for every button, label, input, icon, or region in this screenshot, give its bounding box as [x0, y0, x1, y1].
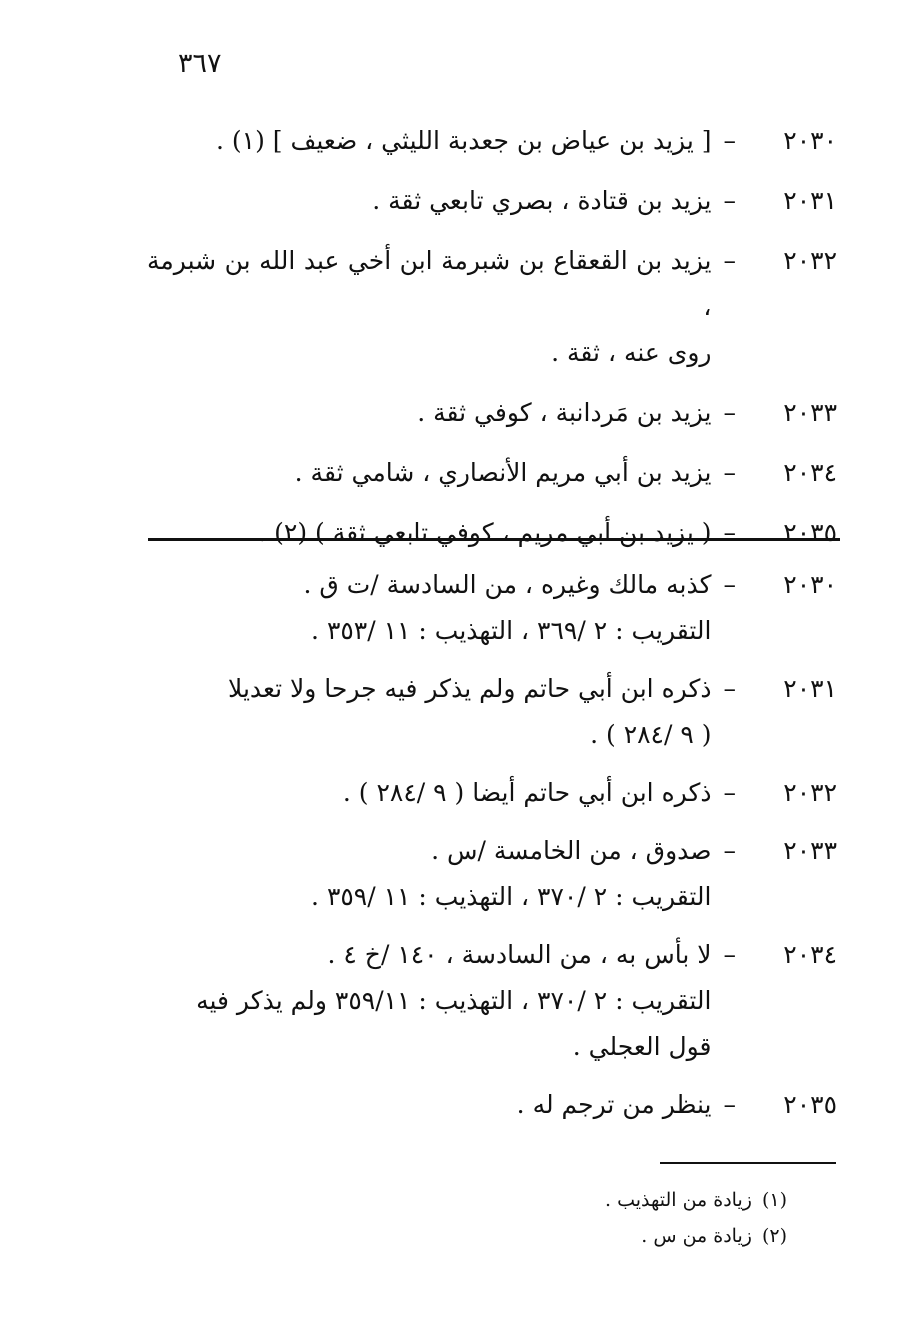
entry-line: ( يزيد بن أبي مريم ، كوفي تابعي ثقة ) (٢) .	[258, 518, 712, 547]
note-entries	[147, 562, 837, 1140]
entry-line: ينظر من ترجم له .	[516, 1090, 712, 1119]
entry-text	[147, 450, 712, 496]
entry-line: لا بأس به ، من السادسة ، ١٤٠ /خ ٤ .	[327, 940, 712, 969]
entry-line: صدوق ، من الخامسة /س .	[431, 836, 712, 865]
main-entries	[147, 118, 837, 570]
entry-line: كذبه مالك وغيره ، من السادسة /ت ق .	[303, 570, 712, 599]
entry-2031	[147, 178, 837, 224]
note-2032	[147, 770, 837, 816]
entry-dash: –	[723, 778, 736, 807]
entry-number: ٢٠٣٢	[783, 246, 837, 275]
entry-line: قول العجلي .	[572, 1032, 712, 1061]
entry-text	[147, 932, 712, 1070]
note-2031	[147, 666, 837, 758]
entry-number: ٢٠٣٤	[783, 940, 837, 969]
entry-dash: –	[723, 126, 736, 155]
entry-number: ٢٠٣٥	[783, 1090, 837, 1119]
footnote-2	[605, 1218, 787, 1254]
entry-line: التقريب : ٢ /٣٧٠ ، التهذيب : ٣٥٩/١١ ولم يذكر فيه	[196, 986, 712, 1015]
entry-text	[147, 238, 712, 376]
entry-dash: –	[723, 186, 736, 215]
footnote-divider	[660, 1162, 836, 1164]
entry-2032	[147, 238, 837, 376]
footnote-text: زيادة من التهذيب .	[604, 1189, 752, 1211]
entry-dash: –	[723, 1090, 736, 1119]
entry-2034	[147, 450, 837, 496]
section-divider	[148, 538, 840, 541]
entry-text	[147, 770, 712, 816]
note-2030	[147, 562, 837, 654]
note-2034	[147, 932, 837, 1070]
entry-text	[147, 178, 712, 224]
footnote-text: زيادة من س .	[641, 1225, 752, 1247]
footnote-mark: (١)	[761, 1189, 787, 1211]
entry-text	[147, 1082, 712, 1128]
page-number: ٣٦٧	[178, 48, 222, 79]
footnotes	[605, 1182, 787, 1254]
entry-2033	[147, 390, 837, 436]
entry-2035	[147, 510, 837, 556]
entry-dash: –	[723, 398, 736, 427]
entry-2030	[147, 118, 837, 164]
entry-dash: –	[723, 836, 736, 865]
entry-text	[147, 562, 712, 654]
entry-text	[147, 118, 712, 164]
entry-line: يزيد بن القعقاع بن شبرمة ابن أخي عبد الله بن شبرمة ،	[147, 246, 712, 321]
entry-number: ٢٠٣٣	[783, 836, 837, 865]
entry-line: يزيد بن قتادة ، بصري تابعي ثقة .	[372, 186, 712, 215]
entry-line: يزيد بن مَردانبة ، كوفي ثقة .	[417, 398, 712, 427]
entry-line: ( ٩ /٢٨٤ ) .	[590, 720, 712, 749]
entry-line: التقريب : ٢ /٣٦٩ ، التهذيب : ١١ /٣٥٣ .	[311, 616, 712, 645]
entry-number: ٢٠٣١	[783, 186, 837, 215]
entry-number: ٢٠٣١	[783, 674, 837, 703]
entry-text	[147, 390, 712, 436]
entry-text	[147, 828, 712, 920]
entry-number: ٢٠٣٢	[783, 778, 837, 807]
entry-line: يزيد بن أبي مريم الأنصاري ، شامي ثقة .	[294, 458, 712, 487]
entry-dash: –	[723, 570, 736, 599]
entry-dash: –	[723, 518, 736, 547]
footnote-1	[605, 1182, 787, 1218]
entry-number: ٢٠٣٠	[783, 570, 837, 599]
footnote-mark: (٢)	[761, 1225, 787, 1247]
entry-dash: –	[723, 940, 736, 969]
entry-line: ذكره ابن أبي حاتم ولم يذكر فيه جرحا ولا تعديلا	[228, 674, 712, 703]
entry-number: ٢٠٣٣	[783, 398, 837, 427]
entry-text	[147, 510, 712, 556]
entry-number: ٢٠٣٤	[783, 458, 837, 487]
entry-dash: –	[723, 674, 736, 703]
note-2035	[147, 1082, 837, 1128]
entry-line: ذكره ابن أبي حاتم أيضا ( ٩ /٢٨٤ ) .	[342, 778, 712, 807]
entry-number: ٢٠٣٠	[783, 126, 837, 155]
entry-dash: –	[723, 458, 736, 487]
entry-line: [ يزيد بن عياض بن جعدبة الليثي ، ضعيف ] (١) .	[216, 126, 712, 155]
entry-line: التقريب : ٢ /٣٧٠ ، التهذيب : ١١ /٣٥٩ .	[311, 882, 712, 911]
entry-number: ٢٠٣٥	[783, 518, 837, 547]
entry-text	[147, 666, 712, 758]
note-2033	[147, 828, 837, 920]
entry-line: روى عنه ، ثقة .	[551, 338, 712, 367]
entry-dash: –	[723, 246, 736, 275]
